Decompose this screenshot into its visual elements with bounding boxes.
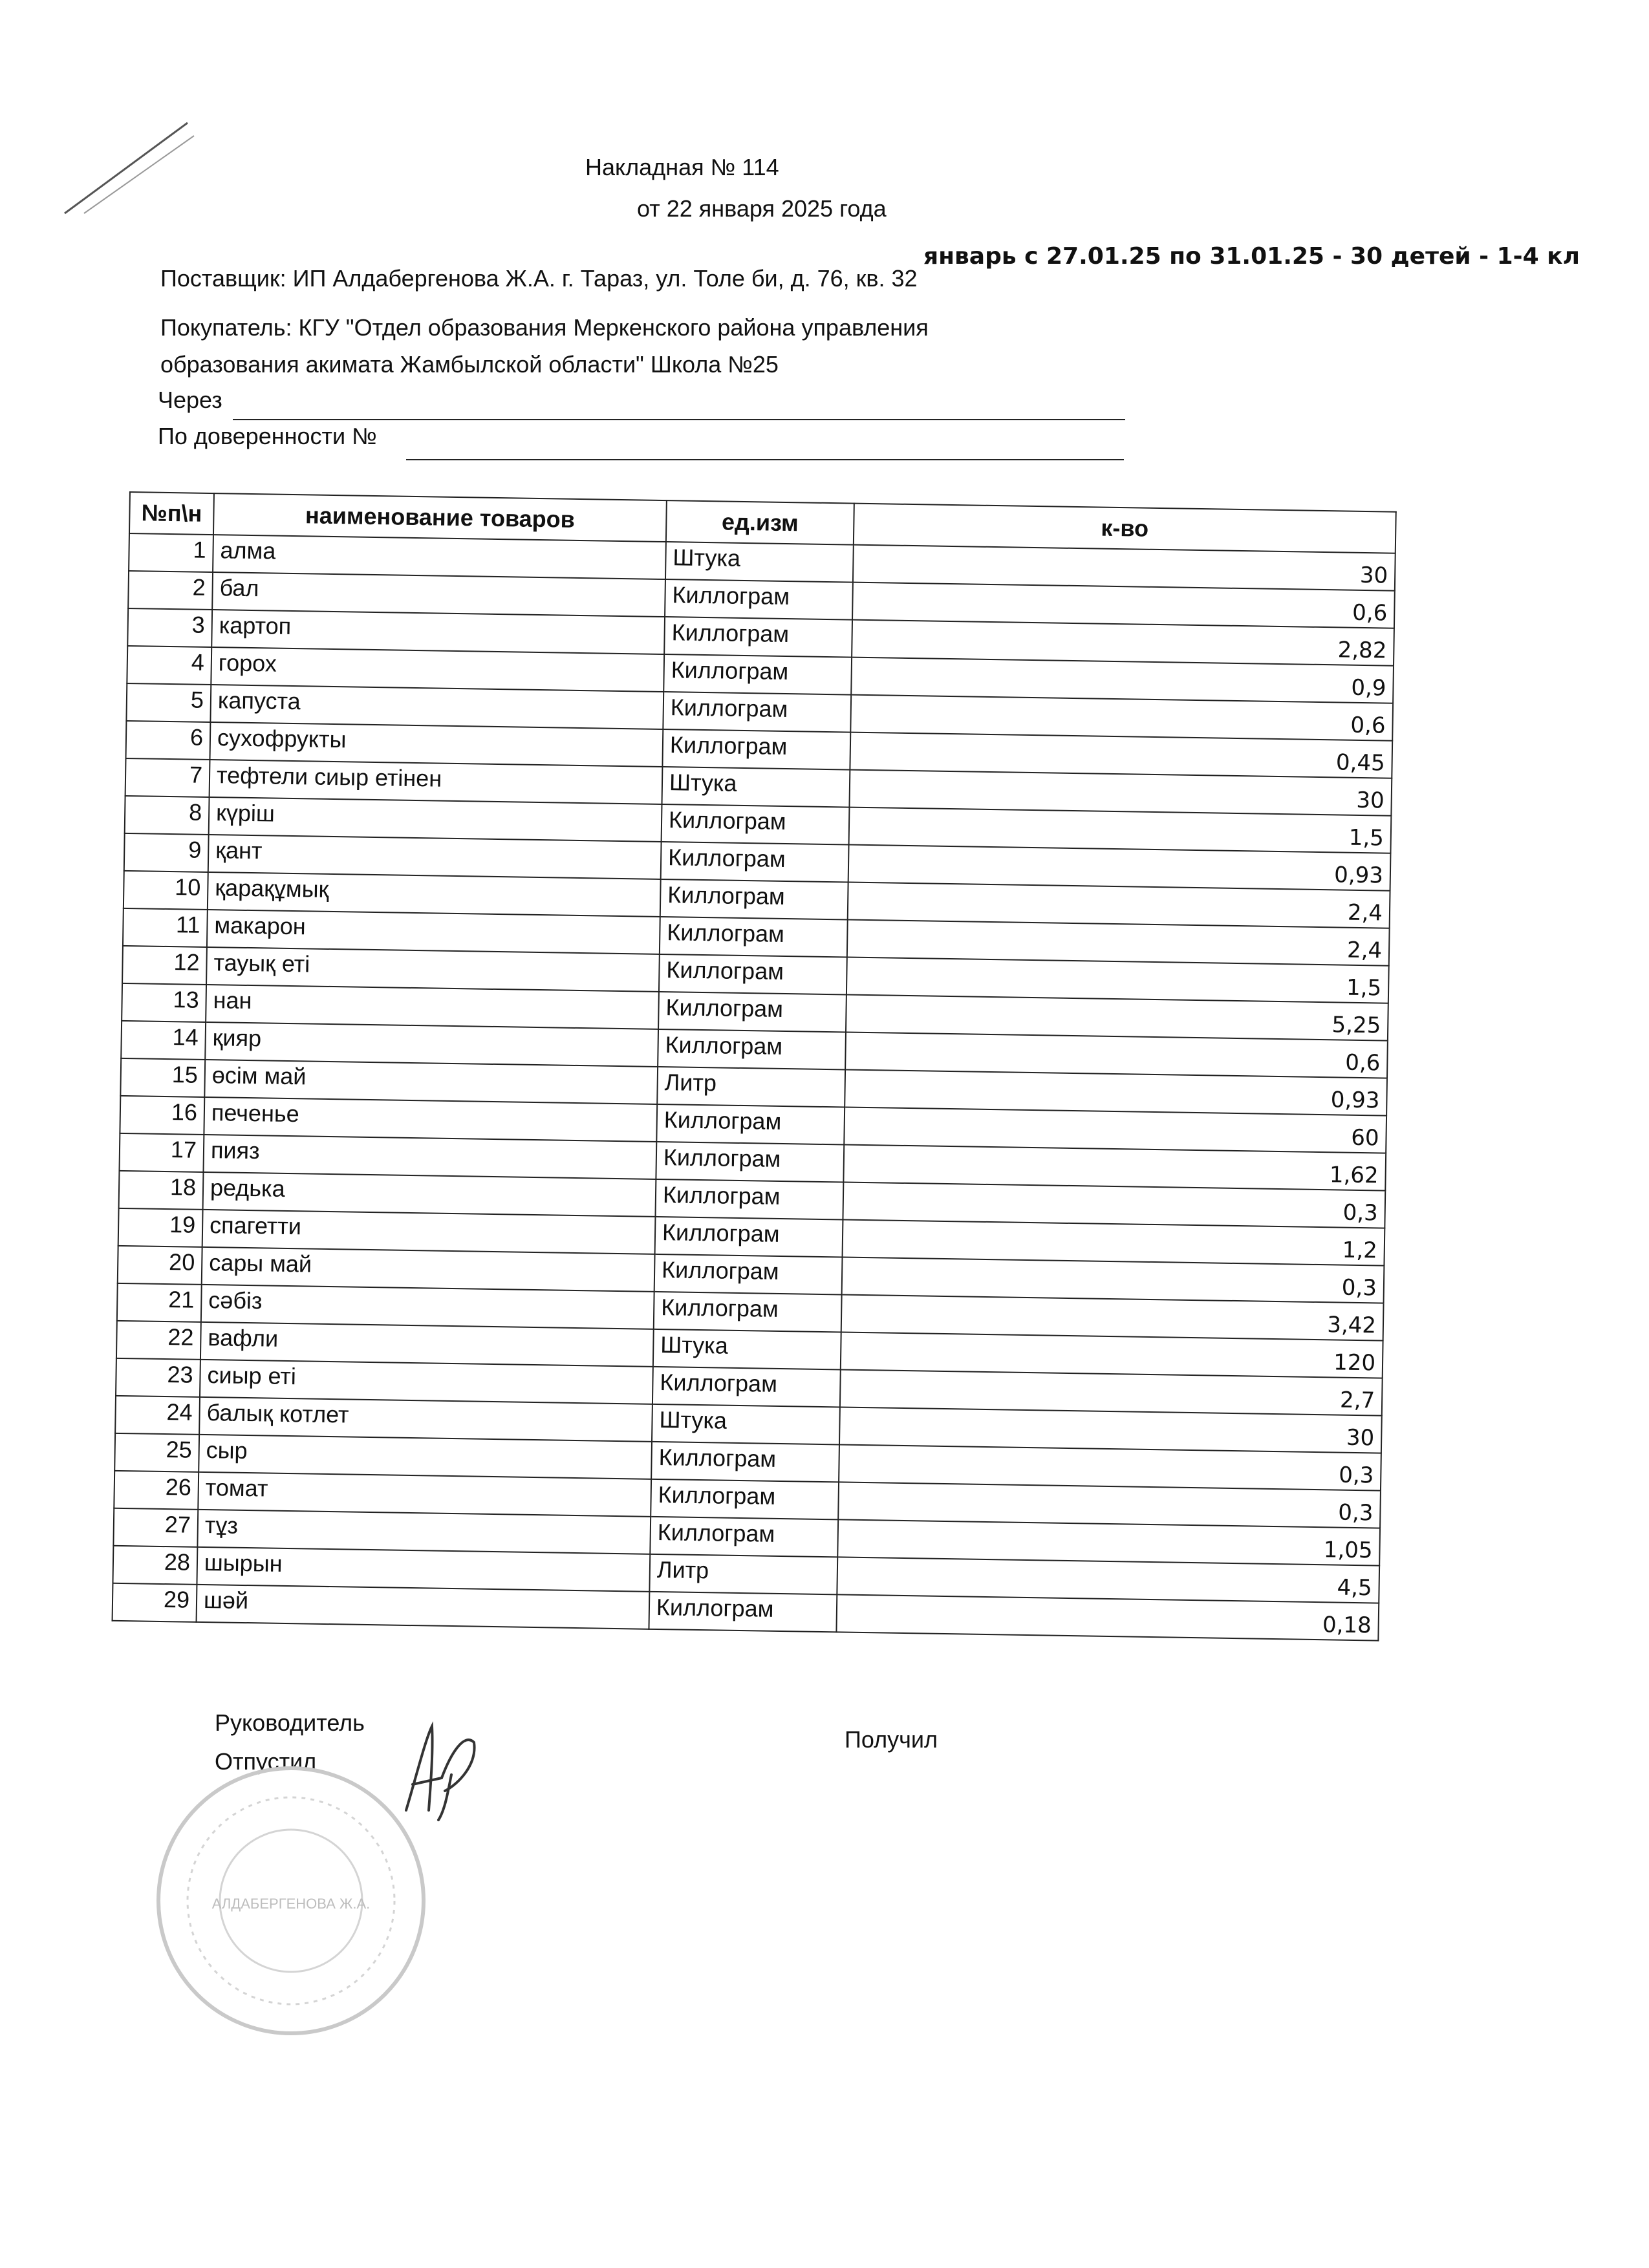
cell-name: шырын (197, 1547, 650, 1592)
cell-num: 17 (119, 1133, 204, 1172)
cell-qty: 4,5 (837, 1557, 1379, 1603)
cell-name: сәбіз (201, 1285, 654, 1329)
cell-num: 6 (126, 721, 211, 760)
cell-num: 23 (116, 1358, 200, 1397)
signature (393, 1713, 484, 1823)
cell-qty: 120 (841, 1332, 1383, 1378)
cell-name: нан (206, 985, 659, 1029)
cell-name: спагетти (202, 1210, 656, 1254)
cell-unit: Киллограм (660, 917, 848, 957)
cell-num: 5 (126, 683, 211, 722)
cell-name: капуста (210, 685, 663, 729)
cell-unit: Киллограм (656, 1104, 845, 1145)
folded-corner-mark (58, 116, 200, 220)
cell-num: 10 (124, 871, 208, 910)
cell-qty: 0,3 (843, 1182, 1385, 1228)
header-name: наименование товаров (213, 493, 667, 542)
cell-unit: Киллограм (660, 879, 848, 920)
cell-qty: 1,5 (849, 808, 1392, 853)
cell-unit: Штука (665, 542, 854, 583)
cell-unit: Киллограм (651, 1479, 839, 1520)
cell-qty: 0,6 (850, 695, 1393, 741)
svg-text:АЛДАБЕРГЕНОВА Ж.А.: АЛДАБЕРГЕНОВА Ж.А. (211, 1896, 371, 1912)
cell-name: сыр (199, 1435, 652, 1479)
cell-unit: Киллограм (663, 654, 852, 695)
cell-qty: 1,05 (837, 1519, 1380, 1565)
cell-qty: 0,6 (845, 1032, 1388, 1078)
header-num: №п\н (129, 492, 214, 535)
cell-name: редька (203, 1172, 656, 1217)
cell-unit: Киллограм (652, 1367, 841, 1407)
cell-qty: 30 (853, 545, 1396, 591)
cell-name: сухофрукты (210, 722, 663, 767)
cell-name: тұз (197, 1510, 651, 1554)
cell-qty: 1,2 (843, 1219, 1385, 1265)
released-label: Отпустил (215, 1748, 317, 1775)
via-label: Через (158, 387, 222, 413)
cell-qty: 2,4 (847, 920, 1390, 966)
cell-unit: Киллограм (662, 804, 850, 845)
cell-unit: Киллограм (650, 1517, 838, 1557)
cell-num: 9 (124, 833, 209, 872)
cell-qty: 0,3 (839, 1444, 1381, 1490)
cell-name: қияр (205, 1022, 658, 1067)
cell-qty: 30 (839, 1407, 1382, 1453)
cell-unit: Киллограм (649, 1592, 837, 1632)
cell-num: 15 (120, 1058, 205, 1097)
cell-qty: 0,6 (852, 583, 1395, 628)
cell-qty: 30 (849, 770, 1392, 816)
cell-num: 3 (127, 608, 212, 647)
via-blank-line (233, 419, 1125, 420)
cell-name: тефтели сиыр етінен (210, 760, 663, 804)
table-body (113, 533, 1396, 1641)
document-title: Накладная № 114 (585, 154, 779, 180)
cell-num: 16 (120, 1096, 204, 1135)
cell-num: 21 (117, 1283, 202, 1322)
buyer-line-1: Покупатель: КГУ "Отдел образования Меркенского района управления (160, 314, 929, 341)
header-unit: ед.изм (666, 500, 854, 545)
cell-num: 24 (115, 1396, 200, 1435)
buyer-line-2: образования акимата Жамбылской области" Школа №25 (160, 351, 779, 378)
cell-unit: Киллограм (654, 1254, 843, 1295)
goods-table (112, 491, 1397, 1642)
cell-qty: 0,9 (851, 658, 1394, 703)
cell-unit: Киллограм (659, 954, 847, 995)
document-date: от 22 января 2025 года (637, 195, 887, 222)
cell-unit: Киллограм (654, 1292, 842, 1332)
cell-unit: Киллограм (658, 992, 846, 1032)
cell-name: балық котлет (199, 1397, 652, 1442)
cell-qty: 3,42 (841, 1294, 1384, 1340)
cell-num: 8 (125, 796, 210, 835)
cell-name: томат (198, 1472, 651, 1517)
cell-unit: Киллограм (665, 579, 853, 620)
cell-unit: Штука (652, 1404, 840, 1445)
cell-num: 20 (118, 1246, 202, 1285)
cell-qty: 0,45 (850, 733, 1392, 778)
cell-name: тауық еті (206, 947, 660, 992)
cell-unit: Киллограм (661, 842, 849, 883)
cell-num: 29 (113, 1583, 197, 1622)
cell-name: макарон (207, 910, 660, 954)
cell-qty: 5,25 (846, 995, 1388, 1041)
cell-qty: 1,62 (843, 1144, 1386, 1190)
cell-num: 4 (127, 646, 211, 685)
cell-unit: Киллограм (656, 1142, 844, 1182)
cell-num: 22 (116, 1321, 201, 1360)
cell-qty: 2,82 (852, 620, 1394, 666)
cell-name: вафли (200, 1322, 654, 1367)
cell-qty: 0,93 (848, 845, 1391, 891)
cell-num: 14 (121, 1021, 206, 1060)
cell-num: 13 (122, 983, 206, 1022)
proxy-blank-line (406, 459, 1124, 460)
cell-unit: Штука (653, 1329, 841, 1370)
cell-name: күріш (209, 797, 662, 842)
cell-qty: 0,18 (836, 1594, 1379, 1640)
proxy-label: По доверенности № (158, 423, 377, 449)
cell-name: шәй (197, 1585, 650, 1629)
cell-unit: Киллограм (655, 1179, 843, 1220)
cell-num: 27 (113, 1508, 198, 1547)
cell-num: 7 (125, 758, 210, 797)
cell-qty: 2,4 (848, 883, 1390, 928)
cell-unit: Киллограм (663, 692, 851, 733)
cell-num: 26 (114, 1471, 199, 1510)
cell-name: печенье (204, 1097, 657, 1142)
cell-num: 11 (123, 908, 208, 947)
cell-name: өсім май (204, 1060, 658, 1104)
cell-name: бал (212, 572, 665, 617)
cell-unit: Литр (649, 1554, 837, 1595)
received-label: Получил (845, 1726, 938, 1753)
cell-name: алма (213, 535, 666, 579)
cell-num: 2 (128, 571, 213, 610)
header-qty: к-во (854, 504, 1396, 553)
cell-qty: 0,93 (845, 1069, 1387, 1115)
cell-unit: Киллограм (658, 1029, 846, 1070)
cell-unit: Литр (657, 1067, 845, 1107)
cell-num: 28 (113, 1546, 197, 1585)
cell-qty: 60 (844, 1107, 1386, 1153)
supplier-line: Поставщик: ИП Алдабергенова Ж.А. г. Тараз, ул. Толе би, д. 76, кв. 32 (160, 265, 918, 292)
cell-name: картоп (211, 610, 665, 654)
cell-qty: 1,5 (846, 957, 1389, 1003)
cell-name: горох (211, 647, 664, 692)
cell-num: 25 (114, 1433, 199, 1472)
cell-unit: Киллограм (655, 1217, 843, 1257)
cell-name: қарақұмық (208, 872, 661, 917)
cell-unit: Штука (662, 767, 850, 808)
cell-num: 18 (119, 1171, 204, 1210)
cell-unit: Киллограм (662, 729, 850, 770)
cell-num: 1 (129, 533, 213, 572)
cell-num: 19 (118, 1208, 203, 1247)
cell-qty: 2,7 (840, 1369, 1383, 1415)
cell-name: пияз (203, 1135, 656, 1179)
head-label: Руководитель (215, 1709, 365, 1736)
cell-name: қант (208, 835, 662, 879)
handwritten-period-note: январь с 27.01.25 по 31.01.25 - 30 детей - 1-4 кл (923, 243, 1580, 270)
cell-qty: 0,3 (842, 1257, 1385, 1303)
cell-name: сары май (202, 1247, 655, 1292)
cell-num: 12 (122, 946, 207, 985)
cell-name: сиыр еті (200, 1360, 653, 1404)
cell-qty: 0,3 (838, 1482, 1381, 1528)
cell-unit: Киллограм (664, 617, 852, 658)
cell-unit: Киллограм (651, 1442, 839, 1482)
